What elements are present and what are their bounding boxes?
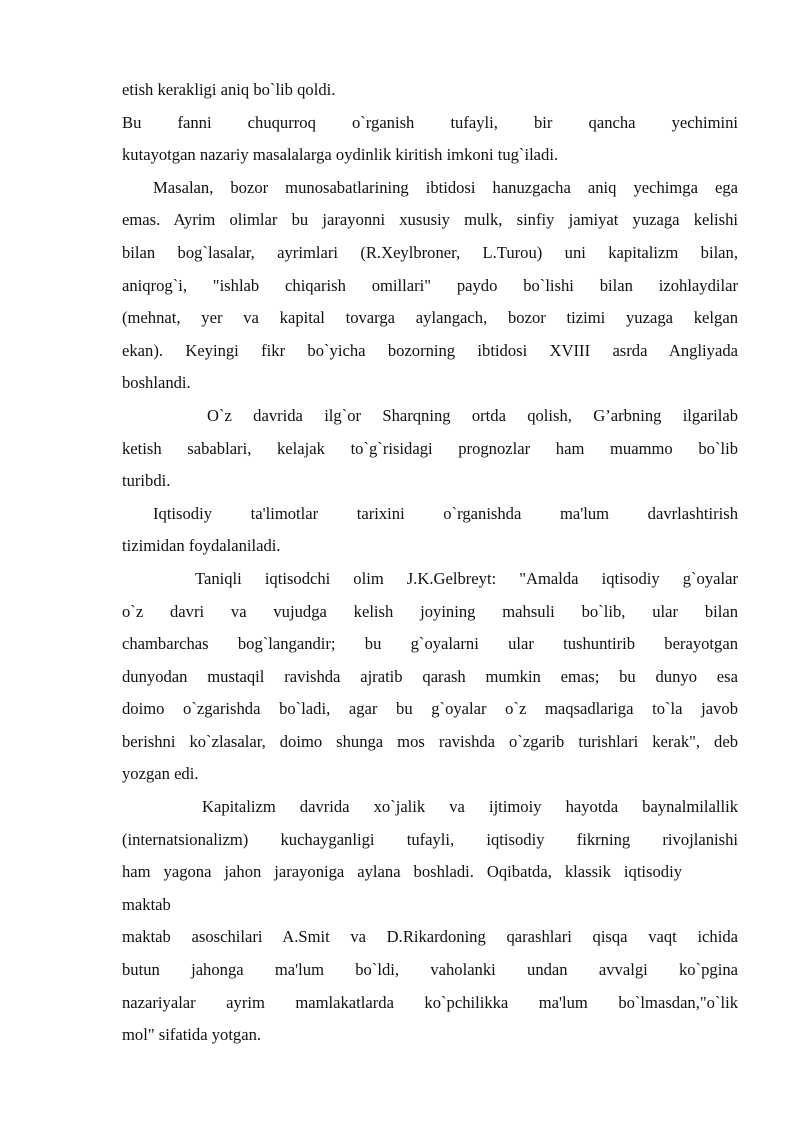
text-line: aniqrog`i, "ishlab chiqarish omillari" paydo bo`lishi bilan izohlaydilar — [122, 275, 738, 295]
text-line — [122, 856, 738, 889]
text-line-content: ham yagona jahon jarayoniga aylana boshladi. Oqibatda, klassik iqtisodiy — [122, 862, 682, 882]
paragraph-first-line: Iqtisodiy ta'limotlar tarixini o`rganishda ma'lum davrlashtirish — [153, 503, 738, 523]
text-line: tizimidan foydalaniladi. — [122, 536, 281, 556]
text-line: (mehnat, yer va kapital tovarga aylangach, bozor tizimi yuzaga kelgan — [122, 308, 738, 328]
text-line: maktab asoschilari A.Smit va D.Rikardoning qarashlari qisqa vaqt ichida — [122, 927, 738, 947]
text-line: doimo o`zgarishda bo`ladi, agar bu g`oyalar o`z maqsadlariga to`la javob — [122, 699, 738, 719]
text-line: mol" sifatida yotgan. — [122, 1025, 262, 1045]
text-line: berishni ko`zlasalar, doimo shunga mos ravishda o`zgarib turishlari kerak", deb — [122, 731, 738, 751]
text-line: Bu fanni chuqurroq o`rganish tufayli, bir qancha yechimini — [122, 112, 738, 132]
paragraph-first-line: Kapitalizm davrida xo`jalik va ijtimoiy hayotda baynalmilallik — [202, 797, 738, 817]
text-line: chambarchas bog`langandir; bu g`oyalarni ular tushuntirib berayotgan — [122, 634, 738, 654]
text-line: kutayotgan nazariy masalalarga oydinlik kiritish imkoni tug`iladi. — [122, 145, 559, 165]
text-line: dunyodan mustaqil ravishda ajratib qarash mumkin emas; bu dunyo esa — [122, 666, 738, 686]
text-line: o`z davri va vujudga kelish joyining mahsuli bo`lib, ular bilan — [122, 601, 738, 621]
paragraph-first-line: Masalan, bozor munosabatlarining ibtidosi hanuzgacha aniq yechimga ega — [153, 177, 738, 197]
text-line: ketish sabablari, kelajak to`g`risidagi prognozlar ham muammo bo`lib — [122, 438, 738, 458]
text-line: bilan bog`lasalar, ayrimlari (R.Xeylbroner, L.Turou) uni kapitalizm bilan, — [122, 242, 738, 262]
text-line: maktab — [122, 894, 171, 914]
text-line: butun jahonga ma'lum bo`ldi, vaholanki undan avvalgi ko`pgina — [122, 960, 738, 980]
text-line: ekan). Keyingi fikr bo`yicha bozorning ibtidosi XVIII asrda Angliyada — [122, 340, 738, 360]
paragraph-first-line: Taniqli iqtisodchi olim J.K.Gelbreyt: "Amalda iqtisodiy g`oyalar — [195, 568, 738, 588]
text-line: boshlandi. — [122, 373, 191, 393]
text-line: emas. Ayrim olimlar bu jarayonni xususiy mulk, sinfiy jamiyat yuzaga kelishi — [122, 210, 738, 230]
text-line: nazariyalar ayrim mamlakatlarda ko`pchilikka ma'lum bo`lmasdan,"o`lik — [122, 992, 738, 1012]
text-line: turibdi. — [122, 471, 171, 491]
document-page — [122, 74, 738, 1052]
text-line: (internatsionalizm) kuchayganligi tufayli, iqtisodiy fikrning rivojlanishi — [122, 829, 738, 849]
paragraph-first-line: O`z davrida ilg`or Sharqning ortda qolish, G’arbning ilgarilab — [207, 405, 738, 425]
text-line: etish kerakligi aniq bo`lib qoldi. — [122, 80, 336, 99]
text-line: yozgan edi. — [122, 764, 199, 784]
